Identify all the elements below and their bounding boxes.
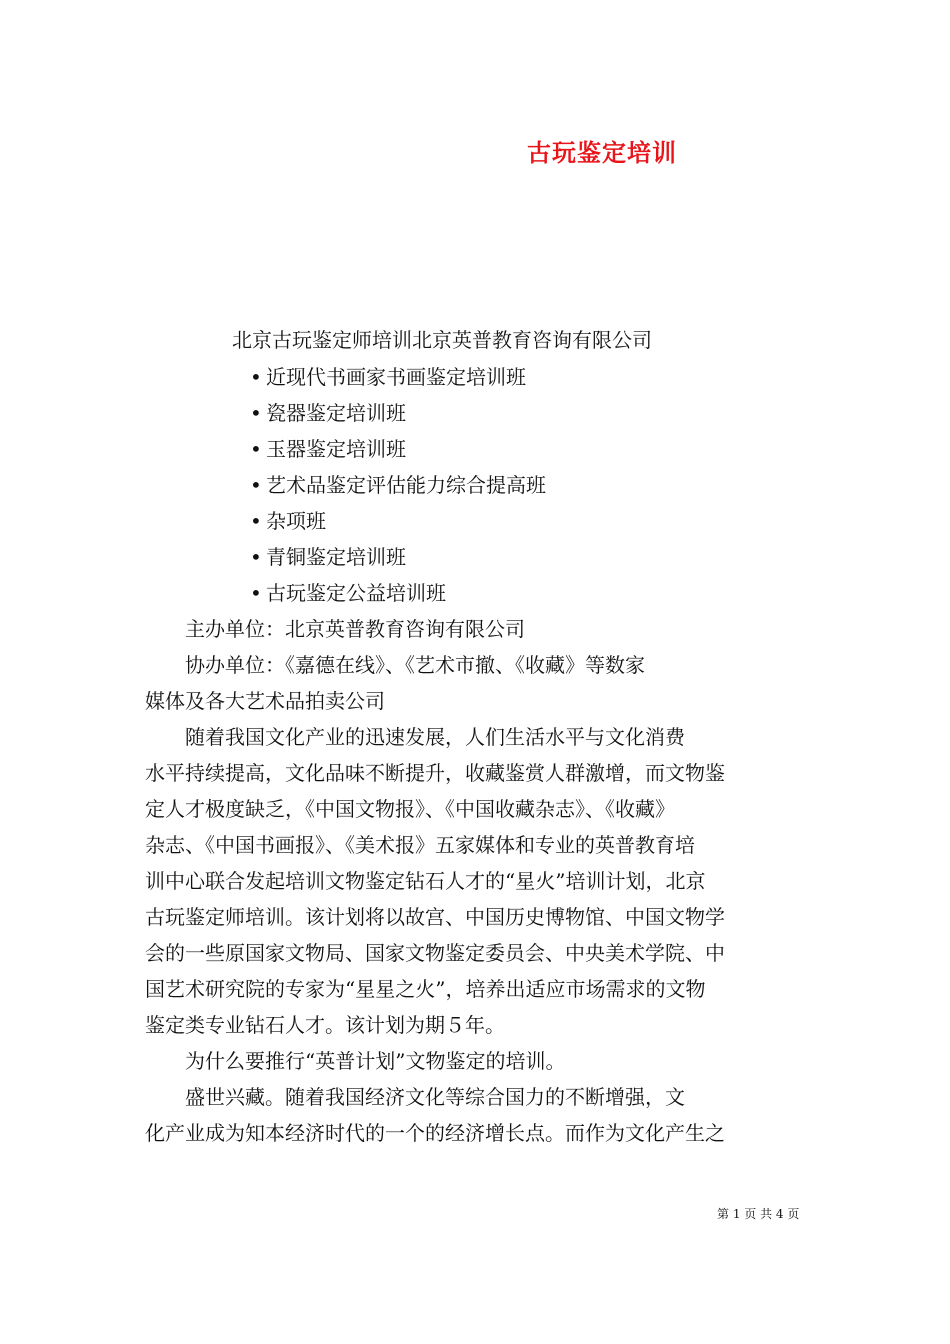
list-item [250, 470, 546, 506]
co-host-line: 协办单位：《嘉德在线》、《艺术市撤、《收藏》等数家 [145, 653, 645, 677]
list-item [250, 506, 546, 542]
page-number-footer: 第 1 页 共 4 页 [717, 1207, 800, 1221]
course-label: 近现代书画家书画鉴定培训班 [266, 365, 526, 389]
body-text-line: 训中心联合发起培训文物鉴定钻石人才的“星火”培训计划，北京 [145, 869, 706, 893]
body-text-line: 化产业成为知本经济时代的一个的经济增长点。而作为文化产生之 [145, 1121, 725, 1145]
co-host-line-continued: 媒体及各大艺术品拍卖公司 [145, 689, 385, 713]
list-item [250, 578, 546, 614]
list-item [250, 434, 546, 470]
document-title: 古玩鉴定培训 [527, 138, 677, 167]
course-list [250, 362, 546, 614]
section-question-line: 为什么要推行“英普计划”文物鉴定的培训。 [145, 1049, 566, 1073]
course-label: 古玩鉴定公益培训班 [266, 581, 446, 605]
body-text-line: 盛世兴藏。随着我国经济文化等综合国力的不断增强，文 [145, 1085, 685, 1109]
body-text-line: 古玩鉴定师培训。该计划将以故宫、中国历史博物馆、中国文物学 [145, 905, 725, 929]
bullet-icon: • [250, 401, 262, 425]
body-text-line: 随着我国文化产业的迅速发展，人们生活水平与文化消费 [145, 725, 685, 749]
host-line: 主办单位：北京英普教育咨询有限公司 [145, 617, 525, 641]
body-text-line: 鉴定类专业钻石人才。该计划为期５年。 [145, 1013, 505, 1037]
list-item [250, 362, 546, 398]
body-text-line: 定人才极度缺乏，《中国文物报》、《中国收藏杂志》、《收藏》 [145, 797, 675, 821]
course-label: 艺术品鉴定评估能力综合提高班 [266, 473, 546, 497]
bullet-icon: • [250, 473, 262, 497]
course-label: 青铜鉴定培训班 [266, 545, 406, 569]
bullet-icon: • [250, 365, 262, 389]
course-label: 玉器鉴定培训班 [266, 437, 406, 461]
body-text-line: 国艺术研究院的专家为“星星之火”，培养出适应市场需求的文物 [145, 977, 706, 1001]
body-text-line: 杂志、《中国书画报》、《美术报》五家媒体和专业的英普教育培 [145, 833, 695, 857]
body-text-line: 水平持续提高，文化品味不断提升，收藏鉴赏人群激增，而文物鉴 [145, 761, 725, 785]
bullet-icon: • [250, 509, 262, 533]
bullet-icon: • [250, 581, 262, 605]
company-line: 北京古玩鉴定师培训北京英普教育咨询有限公司 [232, 328, 652, 352]
bullet-icon: • [250, 545, 262, 569]
course-label: 杂项班 [266, 509, 326, 533]
list-item [250, 398, 546, 434]
course-label: 瓷器鉴定培训班 [266, 401, 406, 425]
list-item [250, 542, 546, 578]
body-text-line: 会的一些原国家文物局、国家文物鉴定委员会、中央美术学院、中 [145, 941, 725, 965]
bullet-icon: • [250, 437, 262, 461]
